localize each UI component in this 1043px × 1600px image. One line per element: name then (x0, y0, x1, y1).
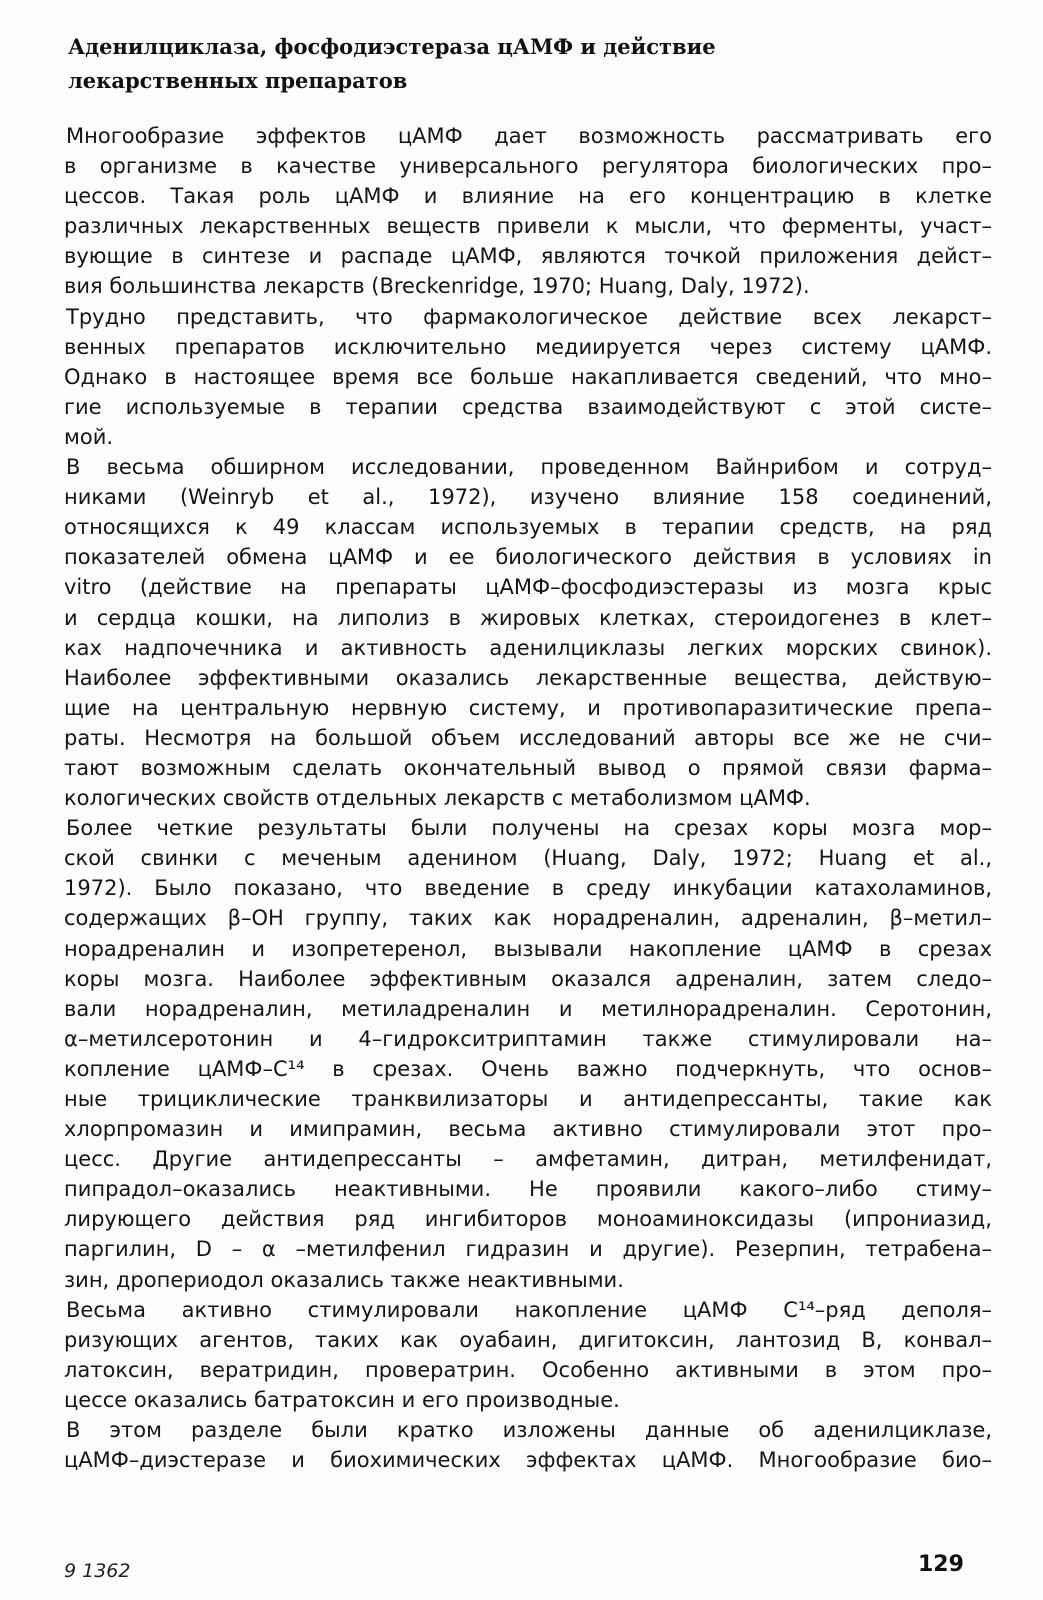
text-line: норадреналин и изопретеренол, вызывали накопление цАМФ в срезах (64, 936, 992, 961)
text-line: цесс. Другие антидепрессанты – амфетамин, дитран, метилфенидат, (64, 1147, 992, 1172)
text-line: мой. (64, 424, 114, 449)
printer-signature: 9 1362 (64, 1560, 131, 1582)
text-line: паргилин, D – α –метилфенил гидразин и другие). Резерпин, тетрабена– (64, 1237, 992, 1262)
paragraph (64, 813, 1024, 1295)
text-line: и сердца кошки, на липолиз в жировых клетках, стероидогенез в клет– (64, 605, 992, 630)
text-line: ской свинки с меченым аденином (Huang, Daly, 1972; Huang et al., (64, 846, 992, 871)
text-line: лирующего действия ряд ингибиторов моноаминоксидазы (ипрониазид, (64, 1207, 992, 1232)
text-line: раты. Несмотря на большой объем исследований авторы все же не счи– (64, 725, 992, 750)
text-line: кологических свойств отдельных лекарств с метаболизмом цАМФ. (64, 786, 811, 811)
text-line: относящихся к 49 классам используемых в терапии средств, на ряд (64, 515, 992, 540)
text-line: гие используемые в терапии средства взаимодействуют с этой систе– (64, 394, 992, 419)
paragraph (64, 121, 1024, 302)
heading-line: Аденилциклаза, фосфодиэстераза цАМФ и действие (68, 34, 716, 59)
text-line: вующие в синтезе и распаде цАМФ, являются точкой приложения дейст– (64, 244, 992, 269)
paragraph (64, 1415, 1024, 1475)
text-line: пипрадол–оказались неактивными. Не проявили какого–либо стиму– (64, 1177, 992, 1202)
text-line: ках надпочечника и активность аденилциклазы легких морских свинок). (64, 635, 992, 660)
section-heading (68, 30, 948, 98)
text-line: коры мозга. Наиболее эффективным оказался адреналин, затем следо– (64, 966, 992, 991)
text-line: щие на центральную нервную систему, и противопаразитические препа– (64, 695, 992, 720)
paragraph (64, 302, 1024, 452)
text-line: вали норадреналин, метиладреналин и метилнорадреналин. Серотонин, (64, 996, 992, 1021)
text-line: копление цАМФ–С¹⁴ в срезах. Очень важно подчеркнуть, что основ– (64, 1056, 992, 1081)
text-line: цессов. Такая роль цАМФ и влияние на его концентрацию в клетке (64, 184, 992, 209)
text-line: Весьма активно стимулировали накопление цАМФ С¹⁴–ряд деполя– (66, 1297, 992, 1322)
text-line: тают возможным сделать окончательный вывод о прямой связи фарма– (64, 755, 992, 780)
text-line: 1972). Было показано, что введение в среду инкубации катахоламинов, (64, 876, 992, 901)
paragraph (64, 1295, 1024, 1415)
paragraph (64, 452, 1024, 813)
body-text (64, 121, 1024, 1475)
text-line: содержащих β–ОН группу, таких как норадреналин, адреналин, β–метил– (64, 906, 992, 931)
text-line: ные трициклические транквилизаторы и антидепрессанты, такие как (64, 1087, 992, 1111)
page-footer (0, 1552, 1043, 1592)
text-line: Наиболее эффективными оказались лекарственные вещества, действую– (64, 665, 992, 690)
text-line: цАМФ–диэстеразе и биохимических эффектах цАМФ. Многообразие био– (64, 1448, 992, 1473)
text-line: вия большинства лекарств (Breckenridge, 1970; Huang, Daly, 1972). (64, 274, 810, 299)
text-line: хлорпромазин и имипрамин, весьма активно стимулировали этот про– (64, 1117, 992, 1142)
heading-line: лекарственных препаратов (68, 68, 408, 93)
text-line: Трудно представить, что фармакологическое действие всех лекарст– (66, 304, 992, 329)
text-line: показателей обмена цАМФ и ее биологического действия в условиях in (64, 545, 992, 570)
text-line: В весьма обширном исследовании, проведенном Вайнрибом и сотруд– (66, 455, 992, 480)
text-line: ризующих агентов, таких как оуабаин, дигитоксин, лантозид В, конвал– (64, 1327, 992, 1352)
text-line: vitro (действие на препараты цАМФ–фосфодиэстеразы из мозга крыс (64, 575, 992, 600)
text-line: в организме в качестве универсального регулятора биологических про– (64, 154, 992, 179)
page-number: 129 (918, 1552, 964, 1577)
text-line: латоксин, вератридин, провератрин. Особенно активными в этом про– (64, 1357, 992, 1382)
text-line: никами (Weinryb et al., 1972), изучено влияние 158 соединений, (64, 485, 992, 510)
text-line: различных лекарственных веществ привели к мысли, что ферменты, участ– (64, 214, 992, 239)
text-line: цессе оказались батратоксин и его производные. (64, 1387, 620, 1412)
text-line: Более четкие результаты были получены на срезах коры мозга мор– (66, 816, 992, 841)
text-line: α–метилсеротонин и 4–гидрокситриптамин также стимулировали на– (64, 1026, 992, 1051)
text-line: В этом разделе были кратко изложены данные об аденилциклазе, (66, 1418, 992, 1443)
text-line: венных препаратов исключительно медиируется через систему цАМФ. (64, 334, 992, 359)
text-line: Многообразие эффектов цАМФ дает возможность рассматривать его (66, 124, 992, 148)
text-line: зин, дропериодол оказались также неактивными. (64, 1267, 624, 1292)
text-line: Однако в настоящее время все больше накапливается сведений, что мно– (64, 364, 992, 389)
